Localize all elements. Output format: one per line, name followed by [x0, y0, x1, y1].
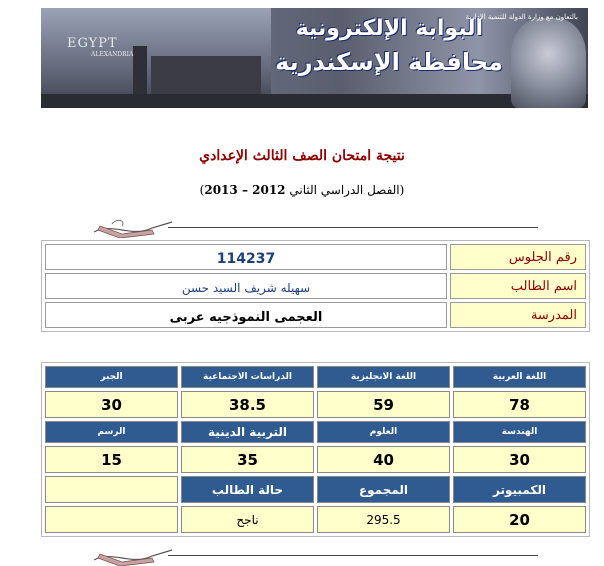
school-row	[45, 302, 586, 328]
seat-number-text: 114237	[216, 250, 276, 267]
grades-value-row-1	[45, 391, 586, 418]
empty-value-cell	[45, 506, 178, 533]
citadel-image	[151, 56, 261, 96]
student-status: ناجح	[181, 506, 314, 533]
empty-header-cell	[45, 476, 178, 503]
pen-divider-icon	[92, 544, 174, 566]
social-studies-score: 38.5	[181, 391, 314, 418]
computer-score: 20	[453, 506, 586, 533]
semester-suffix: )	[199, 183, 205, 197]
total-header: المجموع	[317, 476, 450, 503]
lighthouse-image	[133, 46, 147, 98]
banner-title-line2: محافظة الإسكندرية	[275, 48, 503, 76]
algebra-header: الجبر	[45, 366, 178, 388]
divider-line	[168, 555, 538, 556]
school-label: المدرسة	[450, 302, 586, 328]
english-header: اللغة الانجليزية	[317, 366, 450, 388]
pen-divider-icon	[92, 216, 174, 238]
total-score: 295.5	[317, 506, 450, 533]
science-score: 40	[317, 446, 450, 473]
semester-years: 2012 – 2013	[204, 183, 286, 197]
banner-base	[41, 94, 588, 108]
grades-header-row-1	[45, 366, 586, 388]
drawing-score: 15	[45, 446, 178, 473]
religion-header: التربية الدينية	[181, 421, 314, 443]
page-title: نتيجة امتحان الصف الثالث الإعدادي	[199, 148, 405, 164]
student-info-table	[41, 240, 590, 332]
grades-header-row-2	[45, 421, 586, 443]
banner-title-line1: البوابة الإلكترونية	[295, 16, 483, 41]
divider-line	[168, 227, 538, 228]
computer-header: الكمبيوتر	[453, 476, 586, 503]
drawing-header: الرسم	[45, 421, 178, 443]
arabic-header: اللغة العربية	[453, 366, 586, 388]
name-row	[45, 273, 586, 299]
grades-header-row-3	[45, 476, 586, 503]
banner-partner-text: بالتعاون مع وزارة الدولة للتنمية الإدارية	[465, 13, 578, 21]
arabic-score: 78	[453, 391, 586, 418]
seat-number-label: رقم الجلوس	[450, 244, 586, 270]
semester-line	[0, 183, 604, 197]
portal-banner	[41, 8, 588, 108]
seat-row	[45, 244, 586, 270]
grades-table	[41, 362, 590, 537]
grades-value-row-3	[45, 506, 586, 533]
student-name-value	[45, 273, 447, 299]
science-header: العلوم	[317, 421, 450, 443]
algebra-score: 30	[45, 391, 178, 418]
school-text: العجمى النموذجيه عربى	[169, 309, 323, 325]
school-value	[45, 302, 447, 328]
geometry-score: 30	[453, 446, 586, 473]
banner-alexandria-text: ALEXANDRIA	[91, 51, 134, 58]
statue-image	[511, 18, 586, 108]
geometry-header: الهندسة	[453, 421, 586, 443]
banner-egypt-text: EGYPT	[67, 36, 118, 51]
seat-number-value	[45, 244, 447, 270]
english-score: 59	[317, 391, 450, 418]
social-studies-header: الدراسات الاجتماعية	[181, 366, 314, 388]
semester-prefix: (الفصل الدراسي الثاني	[289, 183, 405, 197]
grades-value-row-2	[45, 446, 586, 473]
status-header: حالة الطالب	[181, 476, 314, 503]
student-name-label: اسم الطالب	[450, 273, 586, 299]
religion-score: 35	[181, 446, 314, 473]
student-name-text: سهيله شريف السيد حسن	[181, 280, 311, 295]
